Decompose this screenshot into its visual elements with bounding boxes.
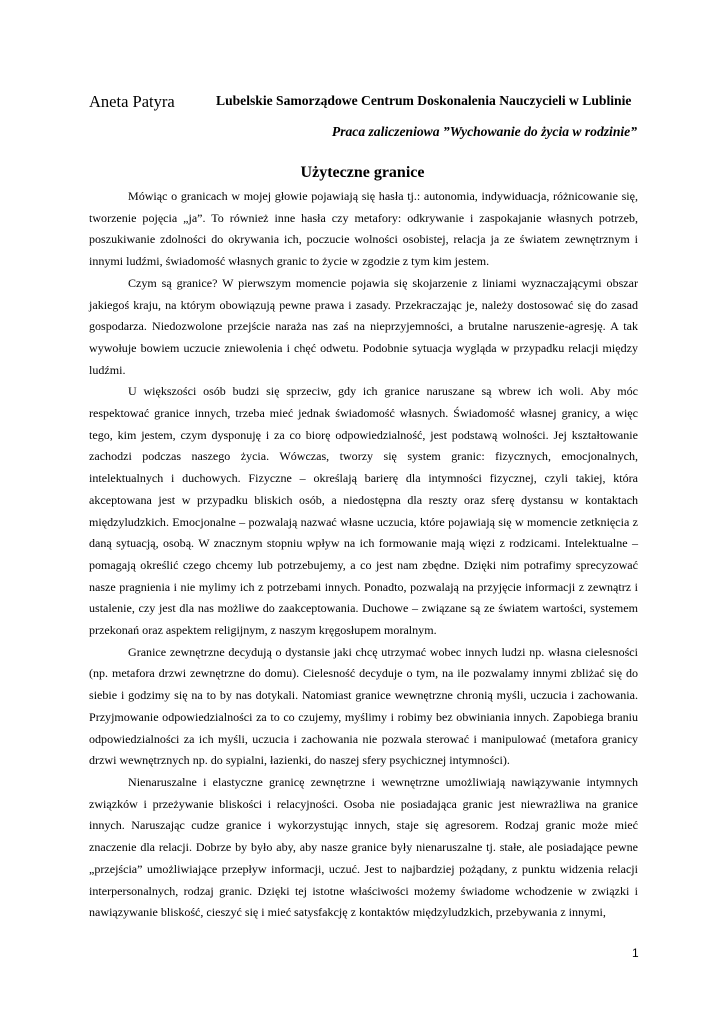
institution-name: Lubelskie Samorządowe Centrum Doskonalenia Nauczycieli w Lublinie	[216, 93, 632, 108]
paragraph-boundary-system: U większości osób budzi się sprzeciw, gdy ich granice naruszane są wbrew ich woli. Aby móc respektować granice innych, trzeba mieć jednak świadomość własnych. Świadomość własnej granicy, a więc tego, kim jestem, czym dysponuję i za co biorę odpowiedzialność, jest podstawą wolności. Jej kształtowanie zachodzi podczas naszego życia. Wówczas, tworzy się system granic: fizycznych, emocjonalnych, intelektualnych i duchowych. Fizyczne – określają barierę dla intymności fizycznej, czyli takiej, która akceptowana jest w przypadku bliskich osób, a niedostępna dla reszty oraz sferę dystansu w kontaktach międzyludzkich. Emocjonalne – pozwalają nazwać własne uczucia, które pojawiają się w momencie zetknięcia z daną sytuacją, osobą. W znacznym stopniu wpływ na ich formowanie mają więzi z rodzicami. Intelektualne – pomagają określić czego chcemy lub potrzebujemy, a co jest nam zbędne. Dzięki nim potrafimy sprecyzować nasze pragnienia i nie mylimy ich z potrzebami innych. Ponadto, pozwalają na przyjęcie informacji z zewnątrz i ustalenie, czy jest dla nas możliwe do zaakceptowania. Duchowe – związane są ze światem wartości, systemem przekonań oraz aspektem religijnym, z naszym kręgosłupem moralnym.	[89, 384, 638, 638]
header	[89, 92, 649, 116]
document-subtitle: Praca zaliczeniowa ”Wychowanie do życia w rodzinie”	[331, 124, 637, 139]
document-title: Użyteczne granice	[300, 164, 425, 181]
paragraph-what-are-boundaries: Czym są granice? W pierwszym momencie pojawia się skojarzenie z liniami wyznaczającymi obszar jakiegoś kraju, na którym obowiązują pewne prawa i zasady. Przekraczając je, należy dostosować się do zasad gospodarza. Niedozwolone przejście naraża nas zaś na nieprzyjemności, a brutalne naruszenie-agresję. A tak wywołuje bowiem uczucie zniewolenia i chęć odwetu. Podobnie sytuacja wygląda w przypadku relacji między ludźmi.	[89, 275, 638, 377]
author-name: Aneta Patyra	[89, 92, 175, 111]
paragraph-external-internal: Granice zewnętrzne decydują o dystansie jaki chcę utrzymać wobec innych ludzi np. własna cielesności (np. metafora drzwi zewnętrzne do domu). Cielesność decyduje o tym, na ile pozwalamy innymi zbliżać się do siebie i godzimy się na to by nas dotykali. Natomiast granice wewnętrzne chronią myśli, uczucia i zachowania. Przyjmowanie odpowiedzialności za to co czujemy, myślimy i robimy bez obwiniania innych. Zapobiega braniu odpowiedzialności za ich myśli, uczucia i zachowania nie pozwala sterować i manipulować (metafora granicy drzwi wewnętrznych np. do sypialni, łazienki, do naszej sfery psychicznej intymności).	[89, 644, 638, 768]
paragraph-autonomy: Mówiąc o granicach w mojej głowie pojawiają się hasła tj.: autonomia, indywiduacja, różnicowanie się, tworzenie pojęcia „ja”. To również inne hasła czy metafory: odkrywanie i zaspokajanie własnych potrzeb, poszukiwanie zdolności do okrywania ich, poczucie wolności osobistej, relacja ja ze światem zewnętrznym i innymi ludźmi, świadomość własnych granic to życie w zgodzie z tym kim jestem.	[89, 189, 638, 269]
document-body	[89, 186, 638, 924]
paragraph-flexible-boundaries: Nienaruszalne i elastyczne granicę zewnętrzne i wewnętrzne umożliwiają nawiązywanie intymnych związków i przeżywanie bliskości i relacyjności. Osoba nie posiadająca granic jest niewrażliwa na granice innych. Naruszając cudze granice i wykorzystując innych, staje się agresorem. Rodzaj granic może mieć znaczenie dla relacji. Dobrze by było aby, aby nasze granice były nienaruszalne tj. stałe, ale posiadające pewne „przejścia” umożliwiające przepływ informacji, uczuć. Jest to najbardziej pożądany, z punktu widzenia relacji interpersonalnych, rodzaj granic. Dzięki tej istotne właściwości możemy świadome wchodzenie w związki i nawiązywanie bliskość, cieszyć się i mieć satysfakcję z kontaktów międzyludzkich, przebywania z innymi,	[89, 774, 638, 920]
page-number: 1	[632, 946, 639, 960]
